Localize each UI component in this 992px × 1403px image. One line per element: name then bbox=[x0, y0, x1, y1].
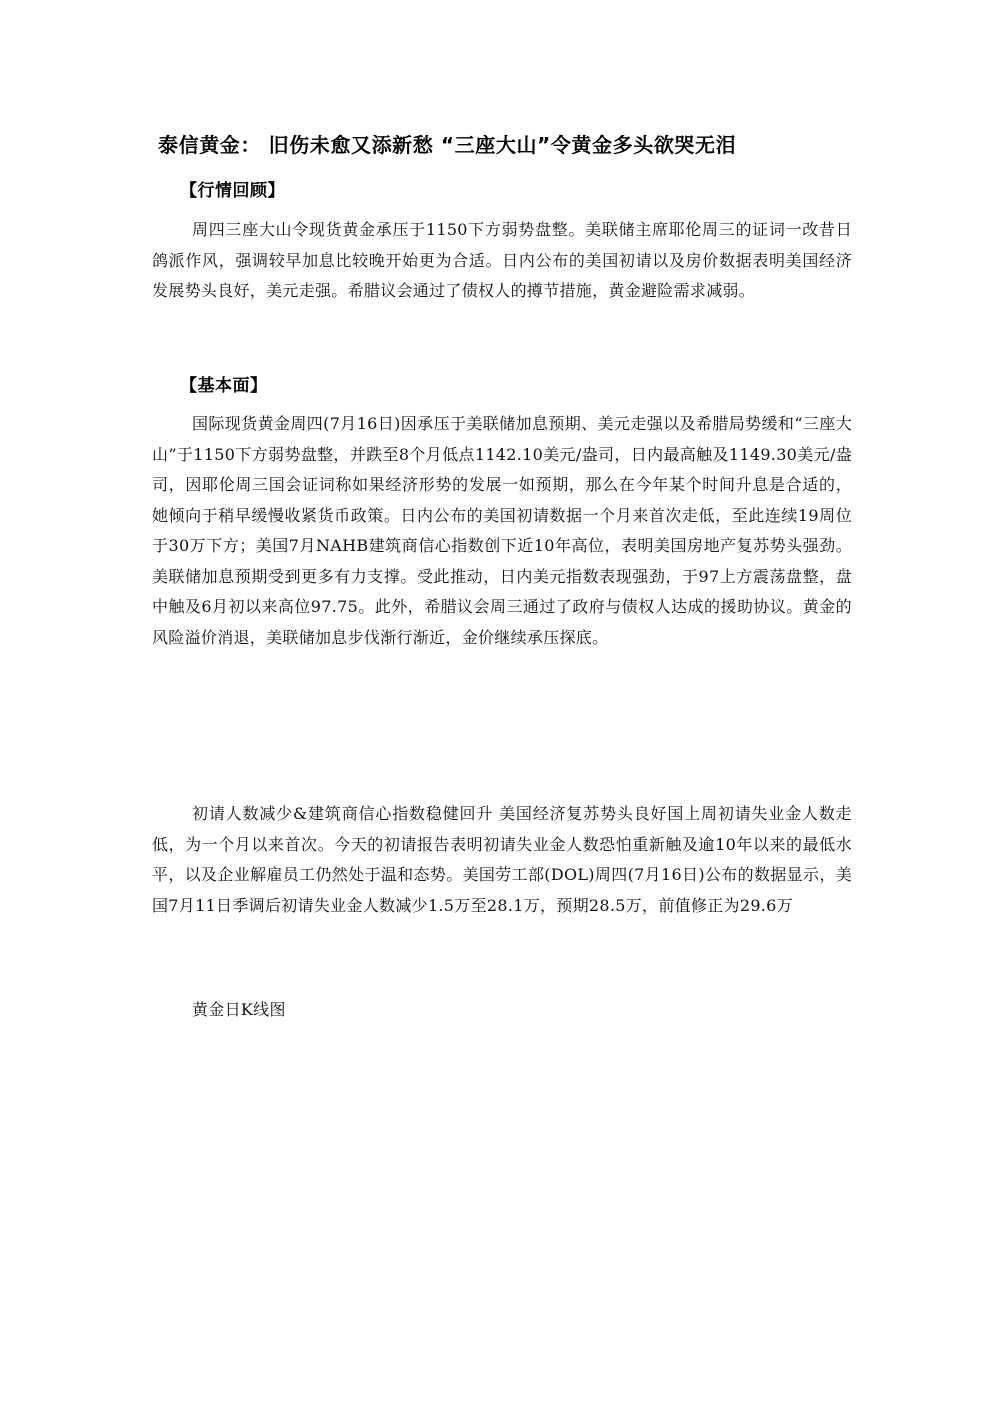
document-title: 泰信黄金： 旧伤未愈又添新愁 “三座大山”令黄金多头欲哭无泪 bbox=[158, 133, 737, 157]
section-heading-market-review: 【行情回顾】 bbox=[180, 181, 285, 201]
market-review-paragraph: 周四三座大山令现货黄金承压于1150下方弱势盘整。美联储主席耶伦周三的证词一改昔日鸽派作风，强调较早加息比较晚开始更为合适。日内公布的美国初请以及房价数据表明美国经济发展势头良好，美元走强。希腊议会通过了债权人的撙节措施，黄金避险需求减弱。 bbox=[152, 220, 852, 300]
chart-caption: 黄金日K线图 bbox=[192, 1000, 286, 1019]
fundamentals-paragraph-2: 初请人数减少&建筑商信心指数稳健回升 美国经济复苏势头良好国上周初请失业金人数走低，为一个月以来首次。今天的初请报告表明初请失业金人数恐怕重新触及逾10年以来的最低水平，以及企业解雇员工仍然处于温和态势。美国劳工部(DOL)周四(7月16日)公布的数据显示，美国7月11日季调后初请失业金人数减少1.5万至28.1万，预期28.5万，前值修正为29.6万 bbox=[152, 804, 852, 915]
fundamentals-paragraph-1: 国际现货黄金周四(7月16日)因承压于美联储加息预期、美元走强以及希腊局势缓和“三座大山”于1150下方弱势盘整，并跌至8个月低点1142.10美元/盎司，日内最高触及1149.30美元/盎司，因耶伦周三国会证词称如果经济形势的发展一如预期，那么在今年某个时间升息是合适的，她倾向于稍早缓慢收紧货币政策。日内公布的美国初请数据一个月来首次走低，至此连续19周位于30万下方；美国7月NAHB建筑商信心指数创下近10年高位，表明美国房地产复苏势头强劲。美联储加息预期受到更多有力支撑。受此推动，日内美元指数表现强劲，于97上方震荡盘整，盘中触及6月初以来高位97.75。此外，希腊议会周三通过了政府与债权人达成的援助协议。黄金的风险溢价消退，美联储加息步伐渐行渐近，金价继续承压探底。 bbox=[152, 414, 852, 647]
section-heading-fundamentals: 【基本面】 bbox=[180, 376, 268, 396]
